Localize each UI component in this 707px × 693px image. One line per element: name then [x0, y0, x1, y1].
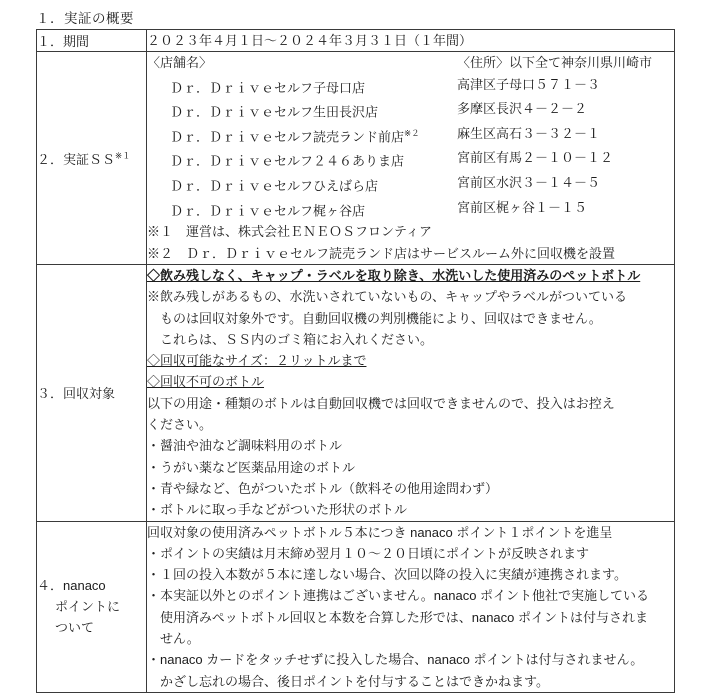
content-line: せん。 — [160, 630, 200, 646]
store-address: 高津区子母口５７１－３ — [457, 76, 601, 92]
store-address: 宮前区梶ヶ谷１－１５ — [457, 199, 588, 215]
store-row — [147, 197, 674, 222]
store-name: Ｄｒ．Ｄｒｉｖｅセルフ２４６ありま店 — [170, 153, 405, 169]
row-content-collection-target — [147, 264, 675, 521]
content-line: 以下の用途・種類のボトルは自動回収機では回収できませんので、投入はお控え — [147, 395, 615, 411]
store-name: Ｄｒ．Ｄｒｉｖｅセルフひえばら店 — [170, 178, 379, 194]
store-list-header — [147, 52, 674, 73]
store-address: 麻生区高石３－３２－１ — [457, 125, 601, 141]
table-row-stations — [37, 52, 675, 265]
content-line: ・うがい薬など医薬品用途のボトル — [147, 459, 356, 475]
content-line: ・nanaco カードをタッチせずに投入した場合、nanaco ポイントは付与されません。 — [147, 652, 644, 668]
content-line: ・醤油や油など調味料用のボトル — [147, 438, 343, 454]
store-row — [147, 123, 674, 148]
spec-table — [36, 29, 675, 693]
content-line: ・本実証以外とのポイント連携はございません。nanaco ポイント他社で実施している — [147, 588, 650, 604]
content-line: 回収対象の使用済みペットボトル５本につき nanaco ポイント１ポイントを進呈 — [147, 524, 613, 540]
footnote-2: ※２ Ｄｒ．Ｄｒｉｖｅセルフ読売ランド店はサービスルーム外に回収機を設置 — [147, 245, 616, 261]
footnote-1: ※１ 運営は、株式会社ＥＮＥＯＳフロンティア — [147, 224, 432, 240]
row-content-period — [147, 30, 675, 52]
content-line: ※飲み残しがあるもの、水洗いされていないもの、キャップやラベルがついている — [147, 289, 627, 305]
store-row — [147, 147, 674, 172]
page-title: １．実証の概要 — [36, 11, 134, 26]
content-line: ◇飲み残しなく、キャップ・ラベルを取り除き、水洗いした使用済みのペットボトル — [147, 267, 641, 283]
store-name: Ｄｒ．Ｄｒｉｖｅセルフ子母口店 — [170, 79, 366, 95]
table-row-period — [37, 30, 675, 52]
row-label-period: １．期間 — [37, 30, 147, 52]
table-row-nanaco-points — [37, 521, 675, 692]
store-row — [147, 98, 674, 123]
period-value: ２０２３年４月１日～２０２４年３月３１日（１年間） — [147, 33, 473, 48]
row-label-collection-target: ３．回収対象 — [37, 264, 147, 521]
row-label-nanaco-points: ４．nanaco ポイントに ついて — [37, 521, 147, 692]
content-line: ものは回収対象外です。自動回収機の判別機能により、回収はできません。 — [160, 310, 602, 326]
content-line: ください。 — [147, 417, 213, 433]
store-address: 宮前区水沢３－１４－５ — [457, 175, 601, 191]
store-name-header: 〈店舗名〉 — [147, 55, 213, 71]
content-line: ・１回の投入本数が５本に達しない場合、次回以降の投入に実績が連携されます。 — [147, 567, 627, 583]
content-line: ・ポイントの実績は月末締め翌月１０～２０日頃にポイントが反映されます — [147, 545, 590, 561]
table-row-collection-target — [37, 264, 675, 521]
store-name: Ｄｒ．Ｄｒｉｖｅセルフ読売ランド前店$^{※2}$ — [170, 127, 420, 145]
store-address: 宮前区有馬２－１０－１２ — [457, 150, 614, 166]
note-ref-1: ※１ — [115, 150, 131, 161]
row-label-stations: ２．実証ＳＳ$^{※1}$ — [37, 52, 147, 265]
row-content-nanaco-points — [147, 521, 675, 692]
content-line: ・ボトルに取っ手などがついた形状のボトル — [147, 502, 408, 518]
store-name: Ｄｒ．Ｄｒｉｖｅセルフ梶ヶ谷店 — [170, 203, 366, 219]
row-content-stations — [147, 52, 675, 265]
store-name: Ｄｒ．Ｄｒｉｖｅセルフ生田長沢店 — [170, 104, 379, 120]
content-line: かざし忘れの場合、後日ポイントを付与することはできかねます。 — [160, 673, 549, 689]
content-line: ◇回収不可のボトル — [147, 374, 265, 390]
store-row — [147, 172, 674, 197]
note-ref-2: ※２ — [404, 127, 420, 138]
content-line: 使用済みペットボトル回収と本数を合算した形では、nanaco ポイントは付与されま — [160, 609, 649, 625]
store-address: 多摩区長沢４－２－２ — [457, 101, 588, 117]
store-address-header: 〈住所〉以下全て神奈川県川崎市 — [457, 55, 653, 71]
content-line: ・青や緑など、色がついたボトル（飲料その他用途問わず） — [147, 480, 499, 496]
content-line: ◇回収可能なサイズ：２リットルまで — [147, 353, 367, 369]
content-line: これらは、ＳＳ内のゴミ箱にお入れください。 — [160, 331, 434, 347]
store-row — [147, 74, 674, 99]
